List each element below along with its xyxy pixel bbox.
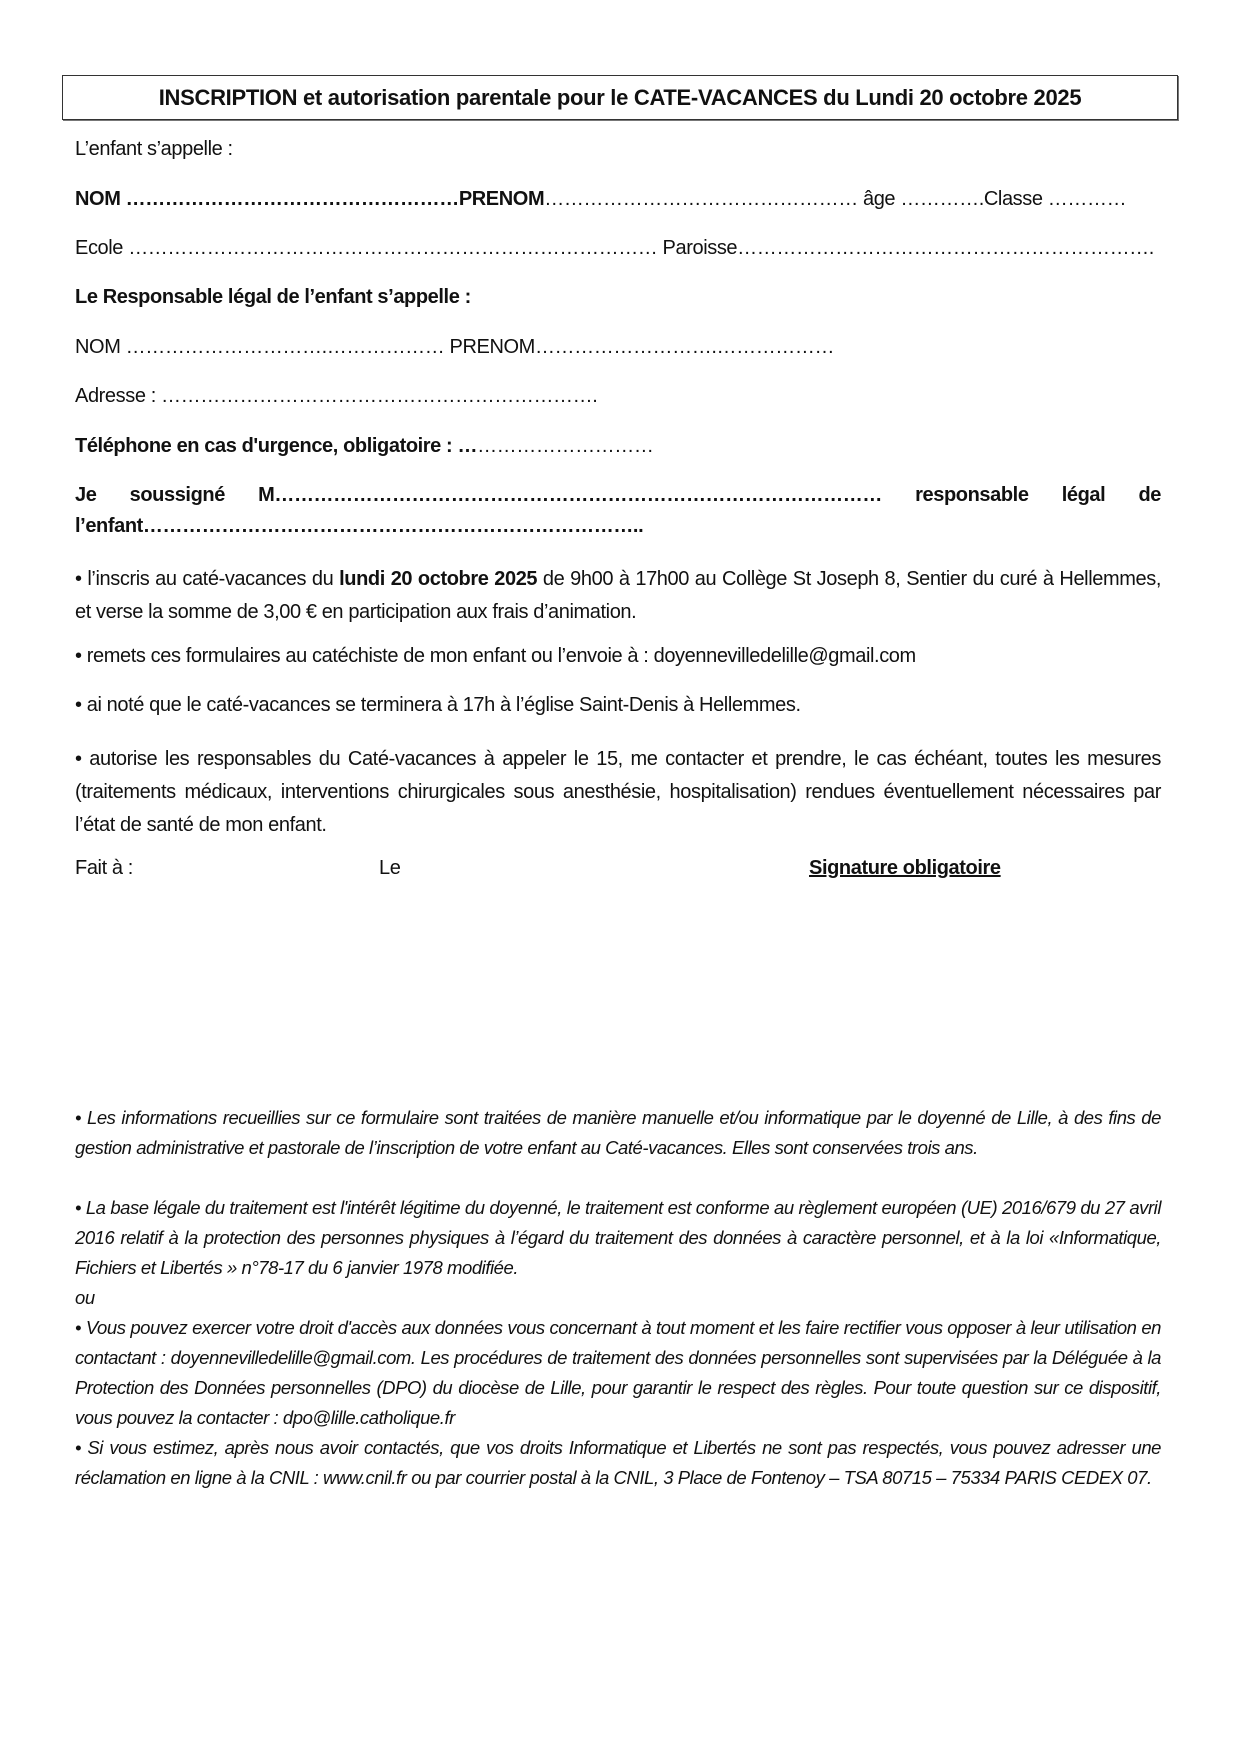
child-school-row <box>75 237 1161 260</box>
guardian-prenom-label: PRENOM <box>449 336 535 358</box>
bullet-text: de 9h00 à 17h00 au Collège St Joseph 8, Sentier du curé à Hellemmes, et verse la somme de 3,00 € en participation aux frais d’animation. <box>75 568 1161 623</box>
phone-field[interactable]: ……………………… <box>477 435 654 457</box>
ecole-label: Ecole <box>75 237 124 259</box>
phone-row <box>75 435 1161 458</box>
privacy-ou: ou <box>75 1287 95 1308</box>
declaration-word: responsable <box>915 484 1029 506</box>
guardian-nom-label: NOM <box>75 336 121 358</box>
paroisse-label: Paroisse <box>662 237 738 259</box>
bullet-date: lundi 20 octobre 2025 <box>339 568 538 590</box>
declaration-word: Je <box>75 484 97 506</box>
child-prenom-label: PRENOM <box>458 188 545 210</box>
ecole-field[interactable]: ……………………………………………………………………… <box>123 237 663 259</box>
declaration-line-2[interactable]: l’enfant………………………………………………………………….. <box>75 515 644 537</box>
guardian-heading: Le Responsable légal de l’enfant s’appelle : <box>75 286 471 308</box>
bullet-end-time: • ai noté que le caté-vacances se terminera à 17h à l’église Saint-Denis à Hellemmes. <box>75 694 801 716</box>
declaration-name-field[interactable]: M………………………………………………………………………………… <box>258 484 882 506</box>
declaration-word: de <box>1138 484 1161 506</box>
title-box <box>62 75 1178 120</box>
privacy-paragraph-4: • Si vous estimez, après nous avoir contactés, que vos droits Informatique et Libertés ne sont pas respectés, vous pouvez adresser une réclamation en ligne à la CNIL : www.cnil.fr ou par courrier postal à la CNIL, 3 Place de Fontenoy – TSA 80715 – 75334 PARIS CEDEX 07. <box>75 1437 1161 1488</box>
bullet-forms: • remets ces formulaires au catéchiste de mon enfant ou l’envoie à : doyennevilledelille@gmail.com <box>75 645 916 667</box>
guardian-name-row <box>75 336 1161 359</box>
date-label: Le <box>379 857 401 879</box>
privacy-paragraph-1: • Les informations recueillies sur ce formulaire sont traitées de manière manuelle et/ou informatique par le doyenné de Lille, à des fins de gestion administrative et pastorale de l’inscription de votre enfant au Caté-vacances. Elles sont conservées trois ans. <box>75 1107 1161 1158</box>
child-classe-label: Classe <box>983 188 1043 210</box>
bullet-medical-authorization: • autorise les responsables du Caté-vacances à appeler le 15, me contacter et prendre, le cas échéant, toutes les mesures (traitements médicaux, interventions chirurgicales sous anesthésie, hospitalisation) rendues éventuellement nécessaires par l’état de santé de mon enfant. <box>75 748 1161 836</box>
document-title: INSCRIPTION et autorisation parentale pour le CATE-VACANCES du Lundi 20 octobre 2025 <box>158 84 1082 110</box>
bullet-text: • l’inscris au caté-vacances du <box>75 568 340 590</box>
child-prenom-field[interactable]: ………………………………………… <box>544 188 863 210</box>
bullet-registration <box>75 563 1161 629</box>
child-age-label: âge <box>862 188 896 210</box>
guardian-nom-field[interactable]: ………………………….……………… <box>120 336 450 358</box>
declaration-word: légal <box>1061 484 1106 506</box>
child-nom-field[interactable]: …………………………………………… <box>120 188 459 210</box>
adresse-field[interactable]: …………………………………………………………. <box>155 385 598 407</box>
child-name-row <box>75 188 1161 211</box>
child-classe-field[interactable]: ………… <box>1042 188 1127 210</box>
guardian-prenom-field[interactable]: ……………………….……………… <box>534 336 835 358</box>
paroisse-field[interactable]: ………………………………………………………. <box>737 237 1154 259</box>
fait-a-label: Fait à : <box>75 857 133 879</box>
signature-label: Signature obligatoire <box>809 857 1001 879</box>
address-row <box>75 385 1161 408</box>
adresse-label: Adresse : <box>75 385 156 407</box>
child-age-field[interactable]: …………. <box>895 188 984 210</box>
declaration-line-1 <box>75 484 1161 507</box>
phone-label: Téléphone en cas d'urgence, obligatoire : … <box>75 435 478 457</box>
privacy-paragraph-3: • Vous pouvez exercer votre droit d'accès aux données vous concernant à tout moment et les faire rectifier vous opposer à leur utilisation en contactant : doyennevilledelille@gmail.com. Les procédures de traitement des données personnelles sont supervisées par la Déléguée à la Protection des Données personnelles (DPO) du diocèse de Lille, pour garantir le respect des règles. Pour toute question sur ce dispositif, vous pouvez la contacter : dpo@lille.catholique.fr <box>75 1317 1161 1428</box>
privacy-paragraph-2: • La base légale du traitement est l'intérêt légitime du doyenné, le traitement est conforme au règlement européen (UE) 2016/679 du 27 avril 2016 relatif à la protection des personnes physiques à l’égard du traitement des données à caractère personnel, et à la loi «Informatique, Fichiers et Libertés » n°78-17 du 6 janvier 1978 modifiée. <box>75 1197 1161 1278</box>
declaration-word: soussigné <box>129 484 225 506</box>
child-heading: L’enfant s’appelle : <box>75 138 233 160</box>
child-nom-label: NOM <box>75 188 121 210</box>
